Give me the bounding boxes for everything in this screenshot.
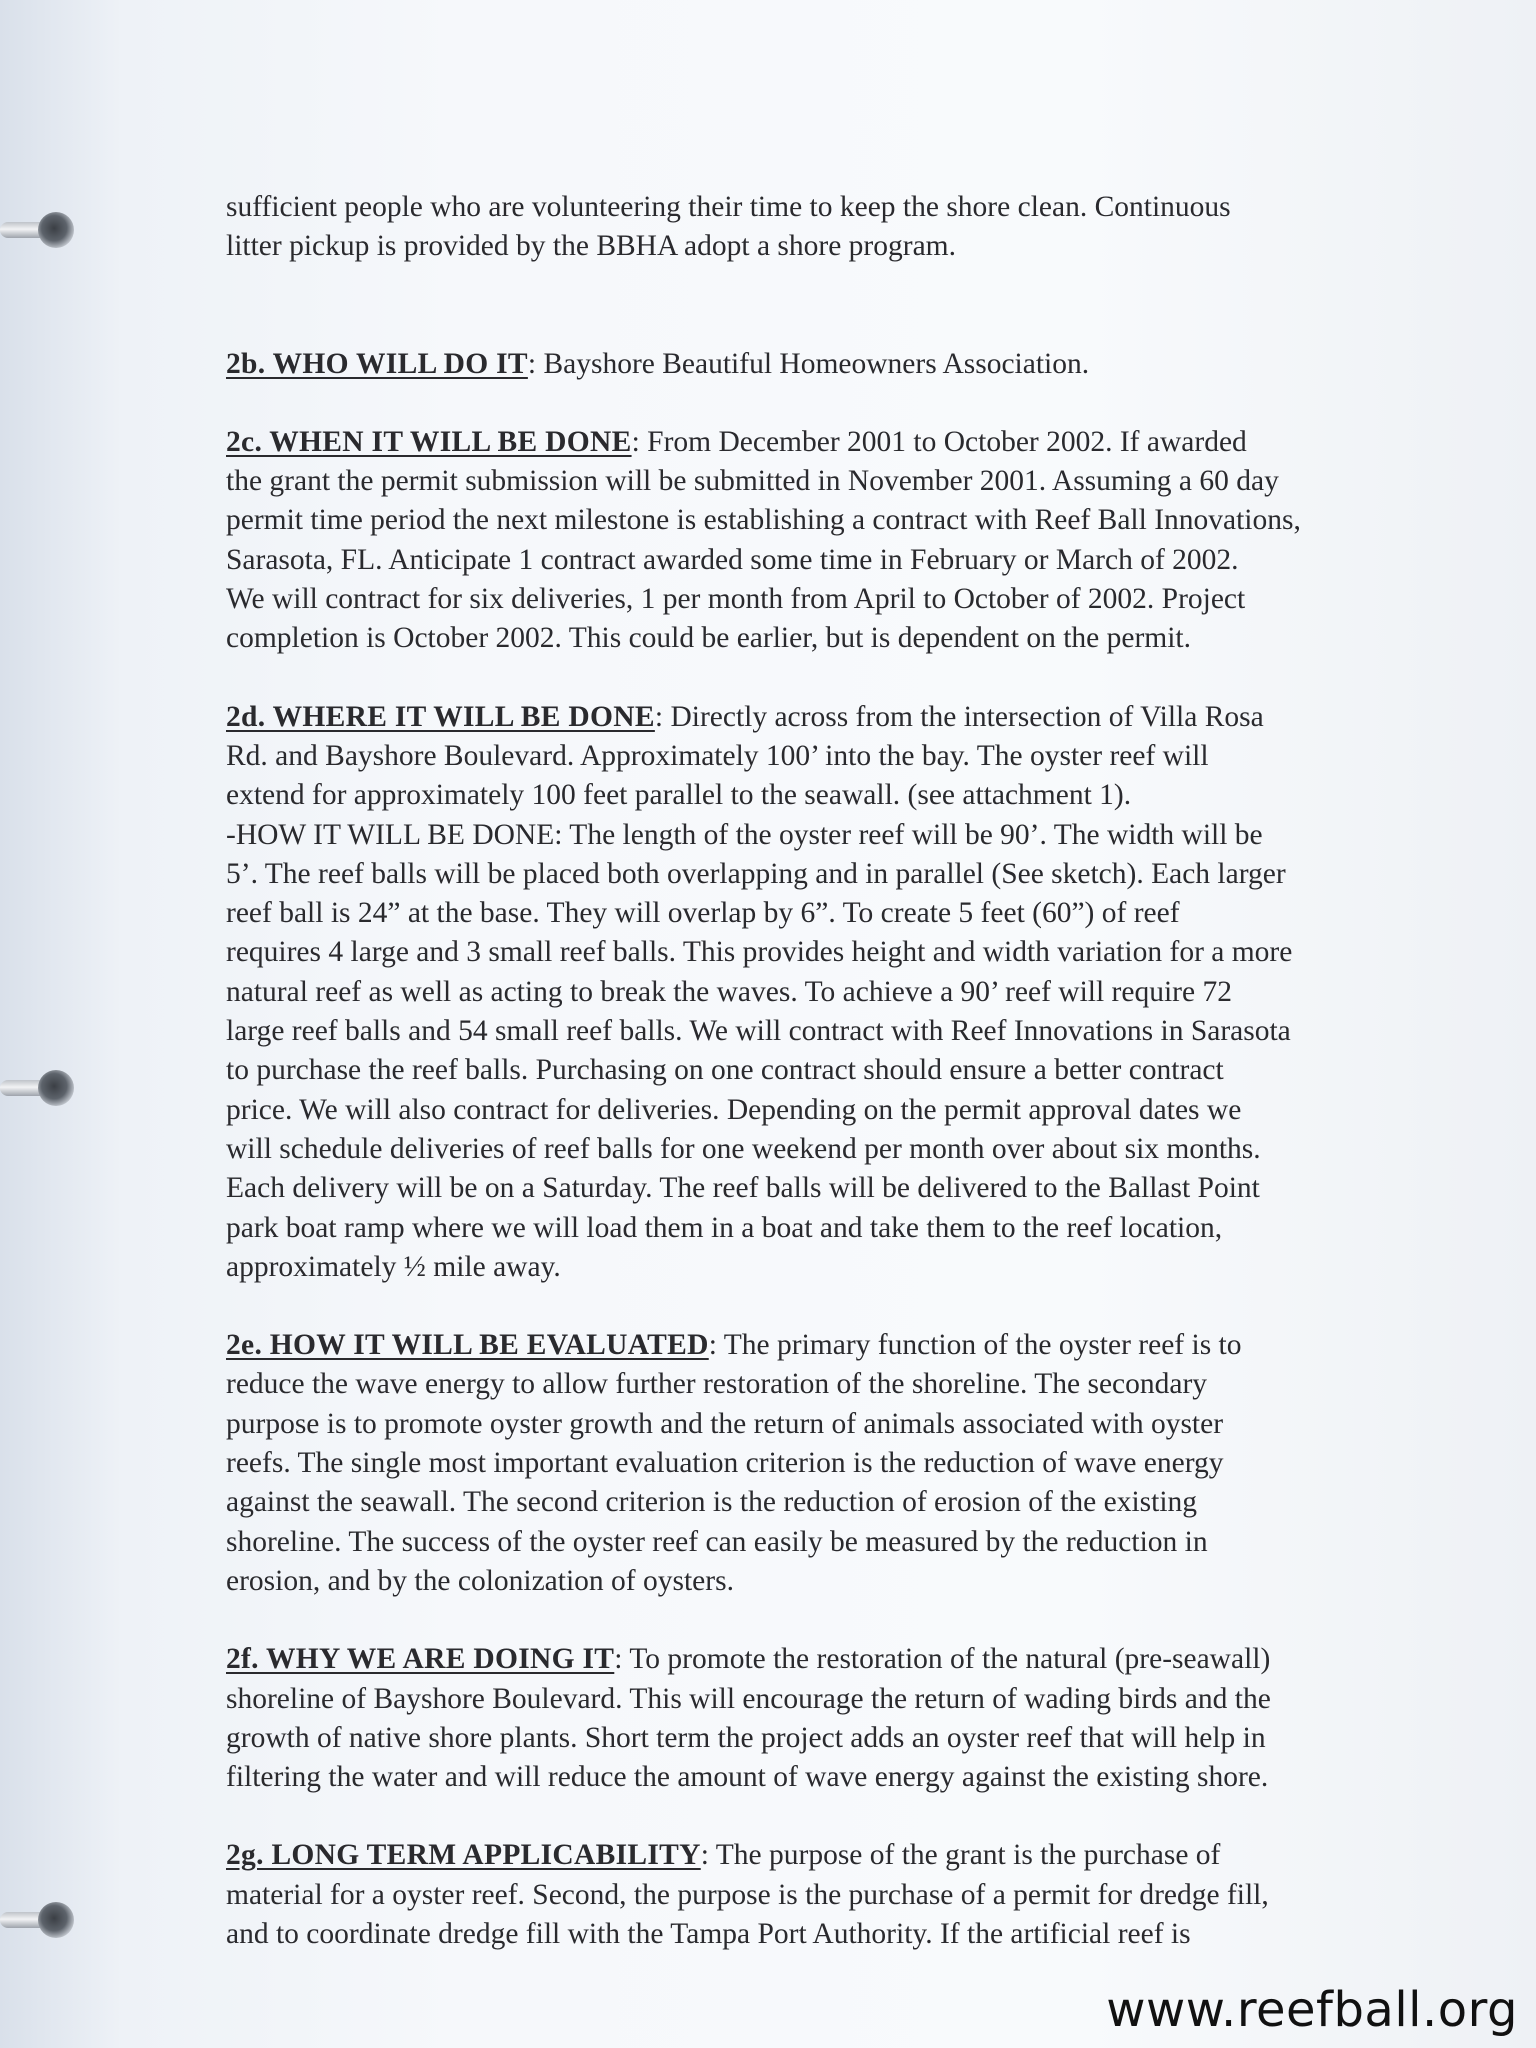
text-line: park boat ramp where we will load them in a boat and take them to the reef location, xyxy=(226,1211,1223,1244)
text-line: completion is October 2002. This could be earlier, but is dependent on the permit. xyxy=(226,622,1191,655)
text-line: shoreline of Bayshore Boulevard. This will encourage the return of wading birds and the xyxy=(226,1682,1271,1715)
binder-hole-icon xyxy=(0,1066,80,1112)
section-heading: 2e. HOW IT WILL BE EVALUATED xyxy=(226,1329,709,1362)
text-line: permit time period the next milestone is establishing a contract with Reef Ball Innovations, xyxy=(226,504,1301,537)
text-line: will schedule deliveries of reef balls for one weekend per month over about six months. xyxy=(226,1132,1261,1165)
text-fragment: The purpose of the grant is the purchase of xyxy=(715,1839,1221,1872)
text-line: reefs. The single most important evaluation criterion is the reduction of wave energy xyxy=(226,1447,1224,1480)
heading-separator: : xyxy=(527,347,544,380)
section-where xyxy=(226,698,1426,1287)
website-watermark: www.reefball.org xyxy=(1106,1982,1518,2038)
section-heading: 2d. WHERE IT WILL BE DONE xyxy=(226,700,655,733)
text-line xyxy=(226,698,1426,737)
text-line: against the seawall. The second criterion is the reduction of erosion of the existing xyxy=(226,1486,1198,1519)
text-line: erosion, and by the colonization of oysters. xyxy=(226,1564,734,1597)
text-fragment: Directly across from the intersection of Villa Rosa xyxy=(670,700,1264,733)
text-line: and to coordinate dredge fill with the Tampa Port Authority. If the artificial reef is xyxy=(226,1917,1191,1950)
text-fragment: Bayshore Beautiful Homeowners Association. xyxy=(543,347,1090,380)
binder-hole-icon xyxy=(0,1898,80,1944)
heading-separator: : xyxy=(700,1839,716,1872)
section-when xyxy=(226,423,1426,659)
text-line: filtering the water and will reduce the amount of wave energy against the existing shore. xyxy=(226,1761,1269,1794)
binder-hole-icon xyxy=(0,208,80,254)
text-line: extend for approximately 100 feet parallel to the seawall. (see attachment 1). xyxy=(226,779,1132,812)
heading-separator: : xyxy=(631,425,648,458)
text-line: Sarasota, FL. Anticipate 1 contract awarded some time in February or March of 2002. xyxy=(226,543,1239,576)
text-line: the grant the permit submission will be submitted in November 2001. Assuming a 60 day xyxy=(226,465,1279,498)
section-evaluation xyxy=(226,1326,1426,1601)
text-line: 5’. The reef balls will be placed both overlapping and in parallel (See sketch). Each larger xyxy=(226,857,1286,890)
text-line: sufficient people who are volunteering their time to keep the shore clean. Continuous xyxy=(226,191,1231,223)
text-line xyxy=(226,423,1426,462)
text-line: growth of native shore plants. Short term the project adds an oyster reef that will help in xyxy=(226,1721,1266,1754)
text-line: Rd. and Bayshore Boulevard. Approximately 100’ into the bay. The oyster reef will xyxy=(226,739,1209,772)
heading-separator: : xyxy=(654,700,671,733)
text-line: We will contract for six deliveries, 1 per month from April to October of 2002. Project xyxy=(226,583,1246,616)
text-fragment: To promote the restoration of the natural (pre-seawall) xyxy=(629,1643,1271,1676)
text-line: -HOW IT WILL BE DONE: The length of the oyster reef will be 90’. The width will be xyxy=(226,818,1263,851)
document-body xyxy=(226,188,1426,1954)
text-line xyxy=(226,345,1426,384)
section-long-term xyxy=(226,1836,1426,1954)
intro-paragraph xyxy=(226,188,1426,267)
text-line: natural reef as well as acting to break the waves. To achieve a 90’ reef will require 72 xyxy=(226,975,1232,1008)
text-fragment: The primary function of the oyster reef is to xyxy=(723,1329,1242,1362)
text-line: large reef balls and 54 small reef balls. We will contract with Reef Innovations in Sarasota xyxy=(226,1015,1291,1048)
text-line: requires 4 large and 3 small reef balls. This provides height and width variation for a more xyxy=(226,936,1293,969)
section-heading: 2f. WHY WE ARE DOING IT xyxy=(226,1643,615,1676)
section-heading: 2c. WHEN IT WILL BE DONE xyxy=(226,425,632,458)
text-line: shoreline. The success of the oyster reef can easily be measured by the reduction in xyxy=(226,1525,1208,1558)
text-line xyxy=(226,1326,1426,1365)
text-line: material for a oyster reef. Second, the purpose is the purchase of a permit for dredge fill, xyxy=(226,1878,1269,1911)
text-line: to purchase the reef balls. Purchasing on one contract should ensure a better contract xyxy=(226,1054,1224,1087)
section-heading: 2b. WHO WILL DO IT xyxy=(226,347,528,380)
text-line: approximately ½ mile away. xyxy=(226,1250,561,1283)
text-line: litter pickup is provided by the BBHA adopt a shore program. xyxy=(226,230,956,263)
section-why xyxy=(226,1640,1426,1797)
text-line: reef ball is 24” at the base. They will overlap by 6”. To create 5 feet (60”) of reef xyxy=(226,897,1180,930)
heading-separator: : xyxy=(614,1643,630,1676)
text-line: reduce the wave energy to allow further restoration of the shoreline. The secondary xyxy=(226,1368,1208,1401)
text-line xyxy=(226,1836,1426,1875)
text-line: Each delivery will be on a Saturday. The reef balls will be delivered to the Ballast Point xyxy=(226,1172,1260,1205)
section-heading: 2g. LONG TERM APPLICABILITY xyxy=(226,1839,701,1872)
text-line xyxy=(226,1640,1426,1679)
text-line: purpose is to promote oyster growth and the return of animals associated with oyster xyxy=(226,1407,1224,1440)
section-who xyxy=(226,345,1426,384)
text-line: price. We will also contract for deliveries. Depending on the permit approval dates we xyxy=(226,1093,1242,1126)
heading-separator: : xyxy=(708,1329,724,1362)
text-fragment: From December 2001 to October 2002. If awarded xyxy=(647,425,1247,458)
